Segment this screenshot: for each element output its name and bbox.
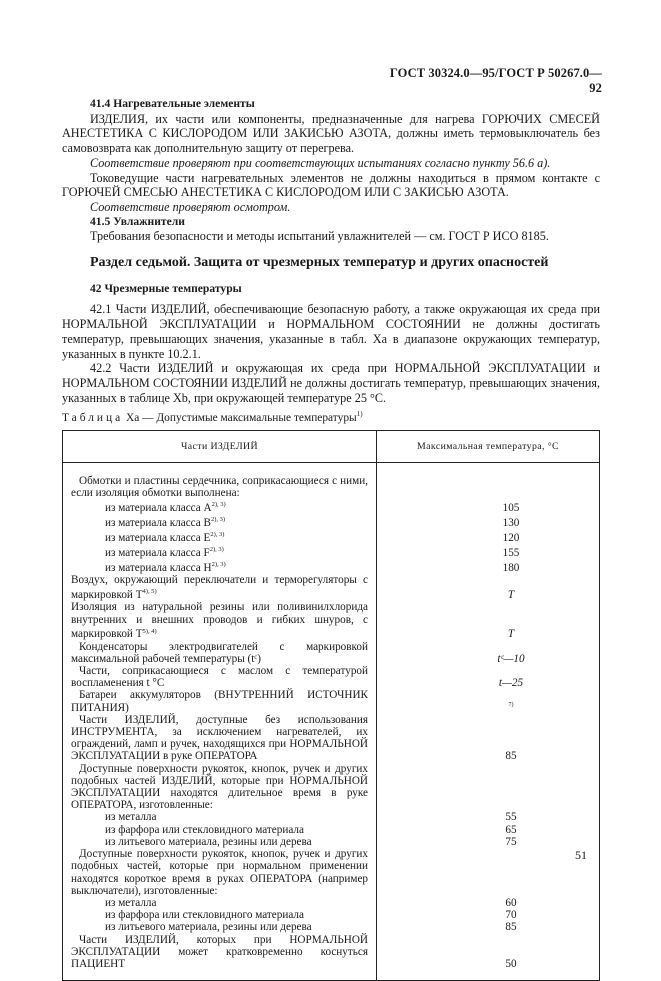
- table-row: [63, 848, 600, 897]
- temp-value: 75: [505, 835, 517, 848]
- table-cell-max-temp: [377, 544, 600, 559]
- temp-value: 105: [502, 502, 520, 515]
- temp-value: 55: [505, 811, 517, 824]
- table-cell-max-temp: [377, 601, 600, 640]
- temp-value: T: [507, 589, 515, 602]
- standard-header: ГОСТ 30324.0—95/ГОСТ Р 50267.0—92: [389, 66, 602, 95]
- table-row: [63, 514, 600, 529]
- table-cell-max-temp: [377, 665, 600, 689]
- temp-value: 65: [505, 823, 517, 836]
- table-caption-footnote: 1): [356, 410, 363, 419]
- table-cell-part: [63, 529, 377, 544]
- temp-value: 70: [505, 909, 517, 922]
- table-cell-part: [63, 665, 377, 689]
- table-cell-part: [63, 714, 377, 763]
- table-cell-part: [63, 514, 377, 529]
- part-text: Батареи аккумуляторов (ВНУТРЕННИЙ ИСТОЧНИК ПИТАНИЯ): [71, 689, 368, 714]
- table-cell-max-temp: [377, 934, 600, 981]
- table-row: [63, 909, 600, 921]
- table-cell-max-temp: [377, 463, 600, 500]
- temp-value: 85: [505, 750, 517, 763]
- temp-value: tᶜ—10: [497, 652, 525, 665]
- table-row: [63, 763, 600, 812]
- part-text: Изоляция из натуральной резины или поливинилхлорида внутренних и внешних проводов и гибких шнуров, с маркировкой T: [71, 601, 368, 641]
- table-row: [63, 574, 600, 601]
- temp-value: 85: [505, 921, 517, 934]
- table-row: [63, 529, 600, 544]
- table-row: [63, 665, 600, 689]
- section-seven-title: Раздел седьмой. Защита от чрезмерных температур и других опасностей: [90, 255, 549, 271]
- temp-value: t—25: [498, 677, 524, 690]
- table-cell-part: [63, 463, 377, 500]
- page-number: 51: [575, 848, 587, 862]
- table-cell-max-temp: [377, 514, 600, 529]
- footnote-ref: 5), 4): [142, 627, 157, 635]
- table-cell-max-temp: [377, 824, 600, 836]
- part-text: из литьевого материала, резины или дерева: [105, 835, 312, 848]
- table-row: [63, 897, 600, 909]
- table-cell-part: [63, 848, 377, 897]
- table-cell-max-temp: [377, 921, 600, 933]
- table-caption: [62, 407, 600, 426]
- table-header-row: [63, 430, 600, 462]
- table-cell-max-temp: [377, 848, 600, 897]
- table-cell-part: [63, 897, 377, 909]
- table-cell-max-temp: [377, 763, 600, 812]
- temp-value: 155: [502, 547, 520, 560]
- clause-42-title: 42 Чрезмерные температуры: [90, 281, 242, 295]
- table-cell-part: [63, 559, 377, 574]
- footnote-ref: 2), 3): [211, 501, 226, 509]
- table-cell-max-temp: [377, 529, 600, 544]
- table-row: [63, 559, 600, 574]
- footnote-ref: 2), 3): [209, 546, 224, 554]
- footnote-ref: 4), 5): [142, 588, 157, 596]
- table-cell-part: [63, 574, 377, 601]
- table-cell-max-temp: [377, 641, 600, 665]
- table-cell-part: [63, 689, 377, 713]
- compliance-note-1: Соответствие проверяют при соответствующих испытаниях согласно пункту 56.6 а).: [90, 155, 551, 170]
- part-text: Конденсаторы электродвигателей с маркировкой максимальной рабочей температуры (tᶜ): [71, 640, 368, 665]
- table-cell-part: [63, 499, 377, 514]
- part-text: из металла: [105, 896, 157, 909]
- part-text: Доступные поверхности рукояток, кнопок, ручек и других подобных частей, которые при нормальном применении находятся короткое время в руках ОПЕРАТОРА (например выключатели), изготовленные:: [71, 848, 368, 897]
- part-text: из фарфора или стекловидного материала: [105, 909, 304, 922]
- column-header-max-temp: Максимальная температура, °С: [377, 430, 600, 462]
- temperature-table: [62, 430, 600, 981]
- paragraph-41-4-2: Токоведущие части нагревательных элементов не должны находиться в прямом контакте с ГОРЮЧЕЙ СМЕСЬЮ АНЕСТЕТИКА С КИСЛОРОДОМ ИЛИ С ЗАКИСЬЮ АЗОТА.: [62, 170, 600, 200]
- table-row: [63, 499, 600, 514]
- part-text: Доступные поверхности рукояток, кнопок, ручек и других подобных частей ИЗДЕЛИЙ, которые при НОРМАЛЬНОЙ ЭКСПЛУАТАЦИИ находятся длительное время в руке ОПЕРАТОРА, изготовленные:: [71, 762, 368, 812]
- temp-value: 50: [505, 957, 517, 970]
- table-cell-max-temp: [377, 714, 600, 763]
- table-row: [63, 824, 600, 836]
- table-cell-part: [63, 641, 377, 665]
- table-cell-max-temp: [377, 909, 600, 921]
- table-cell-part: [63, 934, 377, 981]
- table-cell-max-temp: [377, 499, 600, 514]
- part-text: из материала класса Н: [105, 561, 212, 574]
- part-text: из материала класса А: [105, 502, 212, 515]
- table-cell-part: [63, 544, 377, 559]
- table-row: [63, 544, 600, 559]
- temp-value: 180: [502, 561, 520, 574]
- part-text: Воздух, окружающий переключатели и терморегуляторы с маркировкой T: [71, 574, 368, 602]
- table-caption-text: Ха — Допустимые максимальные температуры: [123, 412, 357, 425]
- footnote-ref: 2), 3): [210, 531, 225, 539]
- table-row: [63, 463, 600, 500]
- table-cell-part: [63, 836, 377, 848]
- table-cell-max-temp: [377, 836, 600, 848]
- table-cell-max-temp: [377, 574, 600, 601]
- table-row: [63, 934, 600, 981]
- table-cell-max-temp: [377, 897, 600, 909]
- temp-value: 130: [502, 517, 520, 530]
- part-text: из материала класса F: [105, 547, 210, 560]
- table-cell-max-temp: [377, 689, 600, 713]
- table-caption-word: Таблица: [62, 412, 124, 425]
- temp-value: 120: [502, 532, 520, 545]
- part-text: из материала класса Е: [105, 532, 211, 545]
- footnote-ref: 2), 3): [211, 561, 226, 569]
- table-row: [63, 836, 600, 848]
- part-text: Части ИЗДЕЛИЙ, которых при НОРМАЛЬНОЙ ЭКСПЛУАТАЦИИ может кратковременно коснуться ПАЦИЕНТ: [71, 933, 368, 970]
- part-text: из материала класса В: [105, 517, 212, 530]
- table-cell-part: [63, 601, 377, 640]
- column-header-parts: Части ИЗДЕЛИЙ: [63, 430, 377, 462]
- part-text: Части, соприкасающиеся с маслом с температурой воспламенения t °С: [71, 665, 368, 690]
- subsection-41-5-title: 41.5 Увлажнители: [90, 214, 185, 228]
- table-cell-part: [63, 824, 377, 836]
- table-cell-max-temp: [377, 559, 600, 574]
- table-cell-max-temp: [377, 811, 600, 823]
- table-row: [63, 601, 600, 640]
- part-text: Обмотки и пластины сердечника, соприкасающиеся с ними, если изоляция обмотки выполнена:: [71, 475, 368, 500]
- table-cell-part: [63, 921, 377, 933]
- part-text: из металла: [105, 811, 157, 824]
- part-text: из литьевого материала, резины или дерева: [105, 921, 312, 934]
- table-cell-part: [63, 909, 377, 921]
- paragraph-42-2: 42.2 Части ИЗДЕЛИЙ и окружающая их среда при НОРМАЛЬНОЙ ЭКСПЛУАТАЦИИ и НОРМАЛЬНОМ СОСТОЯНИИ ИЗДЕЛИЙ не должны достигать температур, превышающих значения, указанных в таблице Xb, при окружающей температуре 25 °С.: [62, 361, 600, 405]
- subsection-41-4-title: 41.4 Нагревательные элементы: [90, 97, 255, 110]
- footnote-ref: 2), 3): [211, 516, 226, 524]
- table-row: [63, 689, 600, 713]
- part-text: из фарфора или стекловидного материала: [105, 823, 304, 836]
- compliance-note-2: Соответствие проверяют осмотром.: [90, 199, 291, 214]
- table-cell-part: [63, 763, 377, 812]
- table-row: [63, 714, 600, 763]
- table-row: [63, 641, 600, 665]
- temp-value: T: [507, 628, 515, 641]
- table-row: [63, 921, 600, 933]
- page-body: [62, 97, 600, 981]
- table-row: [63, 811, 600, 823]
- paragraph-41-5: Требования безопасности и методы испытаний увлажнителей — см. ГОСТ Р ИСО 8185.: [90, 229, 549, 244]
- part-text: Части ИЗДЕЛИЙ, доступные без использования ИНСТРУМЕНТА, за исключением нагревателей, их ограждений, ламп и ручек, находящихся при НОРМАЛЬНОЙ ЭКСПЛУАТАЦИИ в руке ОПЕРАТОРА: [71, 713, 368, 763]
- footnote-ref: 7): [508, 701, 514, 708]
- paragraph-41-4-1: ИЗДЕЛИЯ, их части или компоненты, предназначенные для нагрева ГОРЮЧИХ СМЕСЕЙ АНЕСТЕТИКА С КИСЛОРОДОМ ИЛИ ЗАКИСЬЮ АЗОТА, должны иметь термовыключатель без самовозврата как дополнительную защиту от перегрева.: [62, 111, 600, 156]
- paragraph-42-1: 42.1 Части ИЗДЕЛИЙ, обеспечивающие безопасную работу, а также окружающая их среда при НОРМАЛЬНОЙ ЭКСПЛУАТАЦИИ и НОРМАЛЬНОМ СОСТОЯНИИ не должны достигать температур, превышающих значения, указанные в табл. Ха в диапазоне окружающих температур, указанных в пункте 10.2.1.: [62, 302, 600, 361]
- temp-value: 60: [505, 896, 517, 909]
- table-cell-part: [63, 811, 377, 823]
